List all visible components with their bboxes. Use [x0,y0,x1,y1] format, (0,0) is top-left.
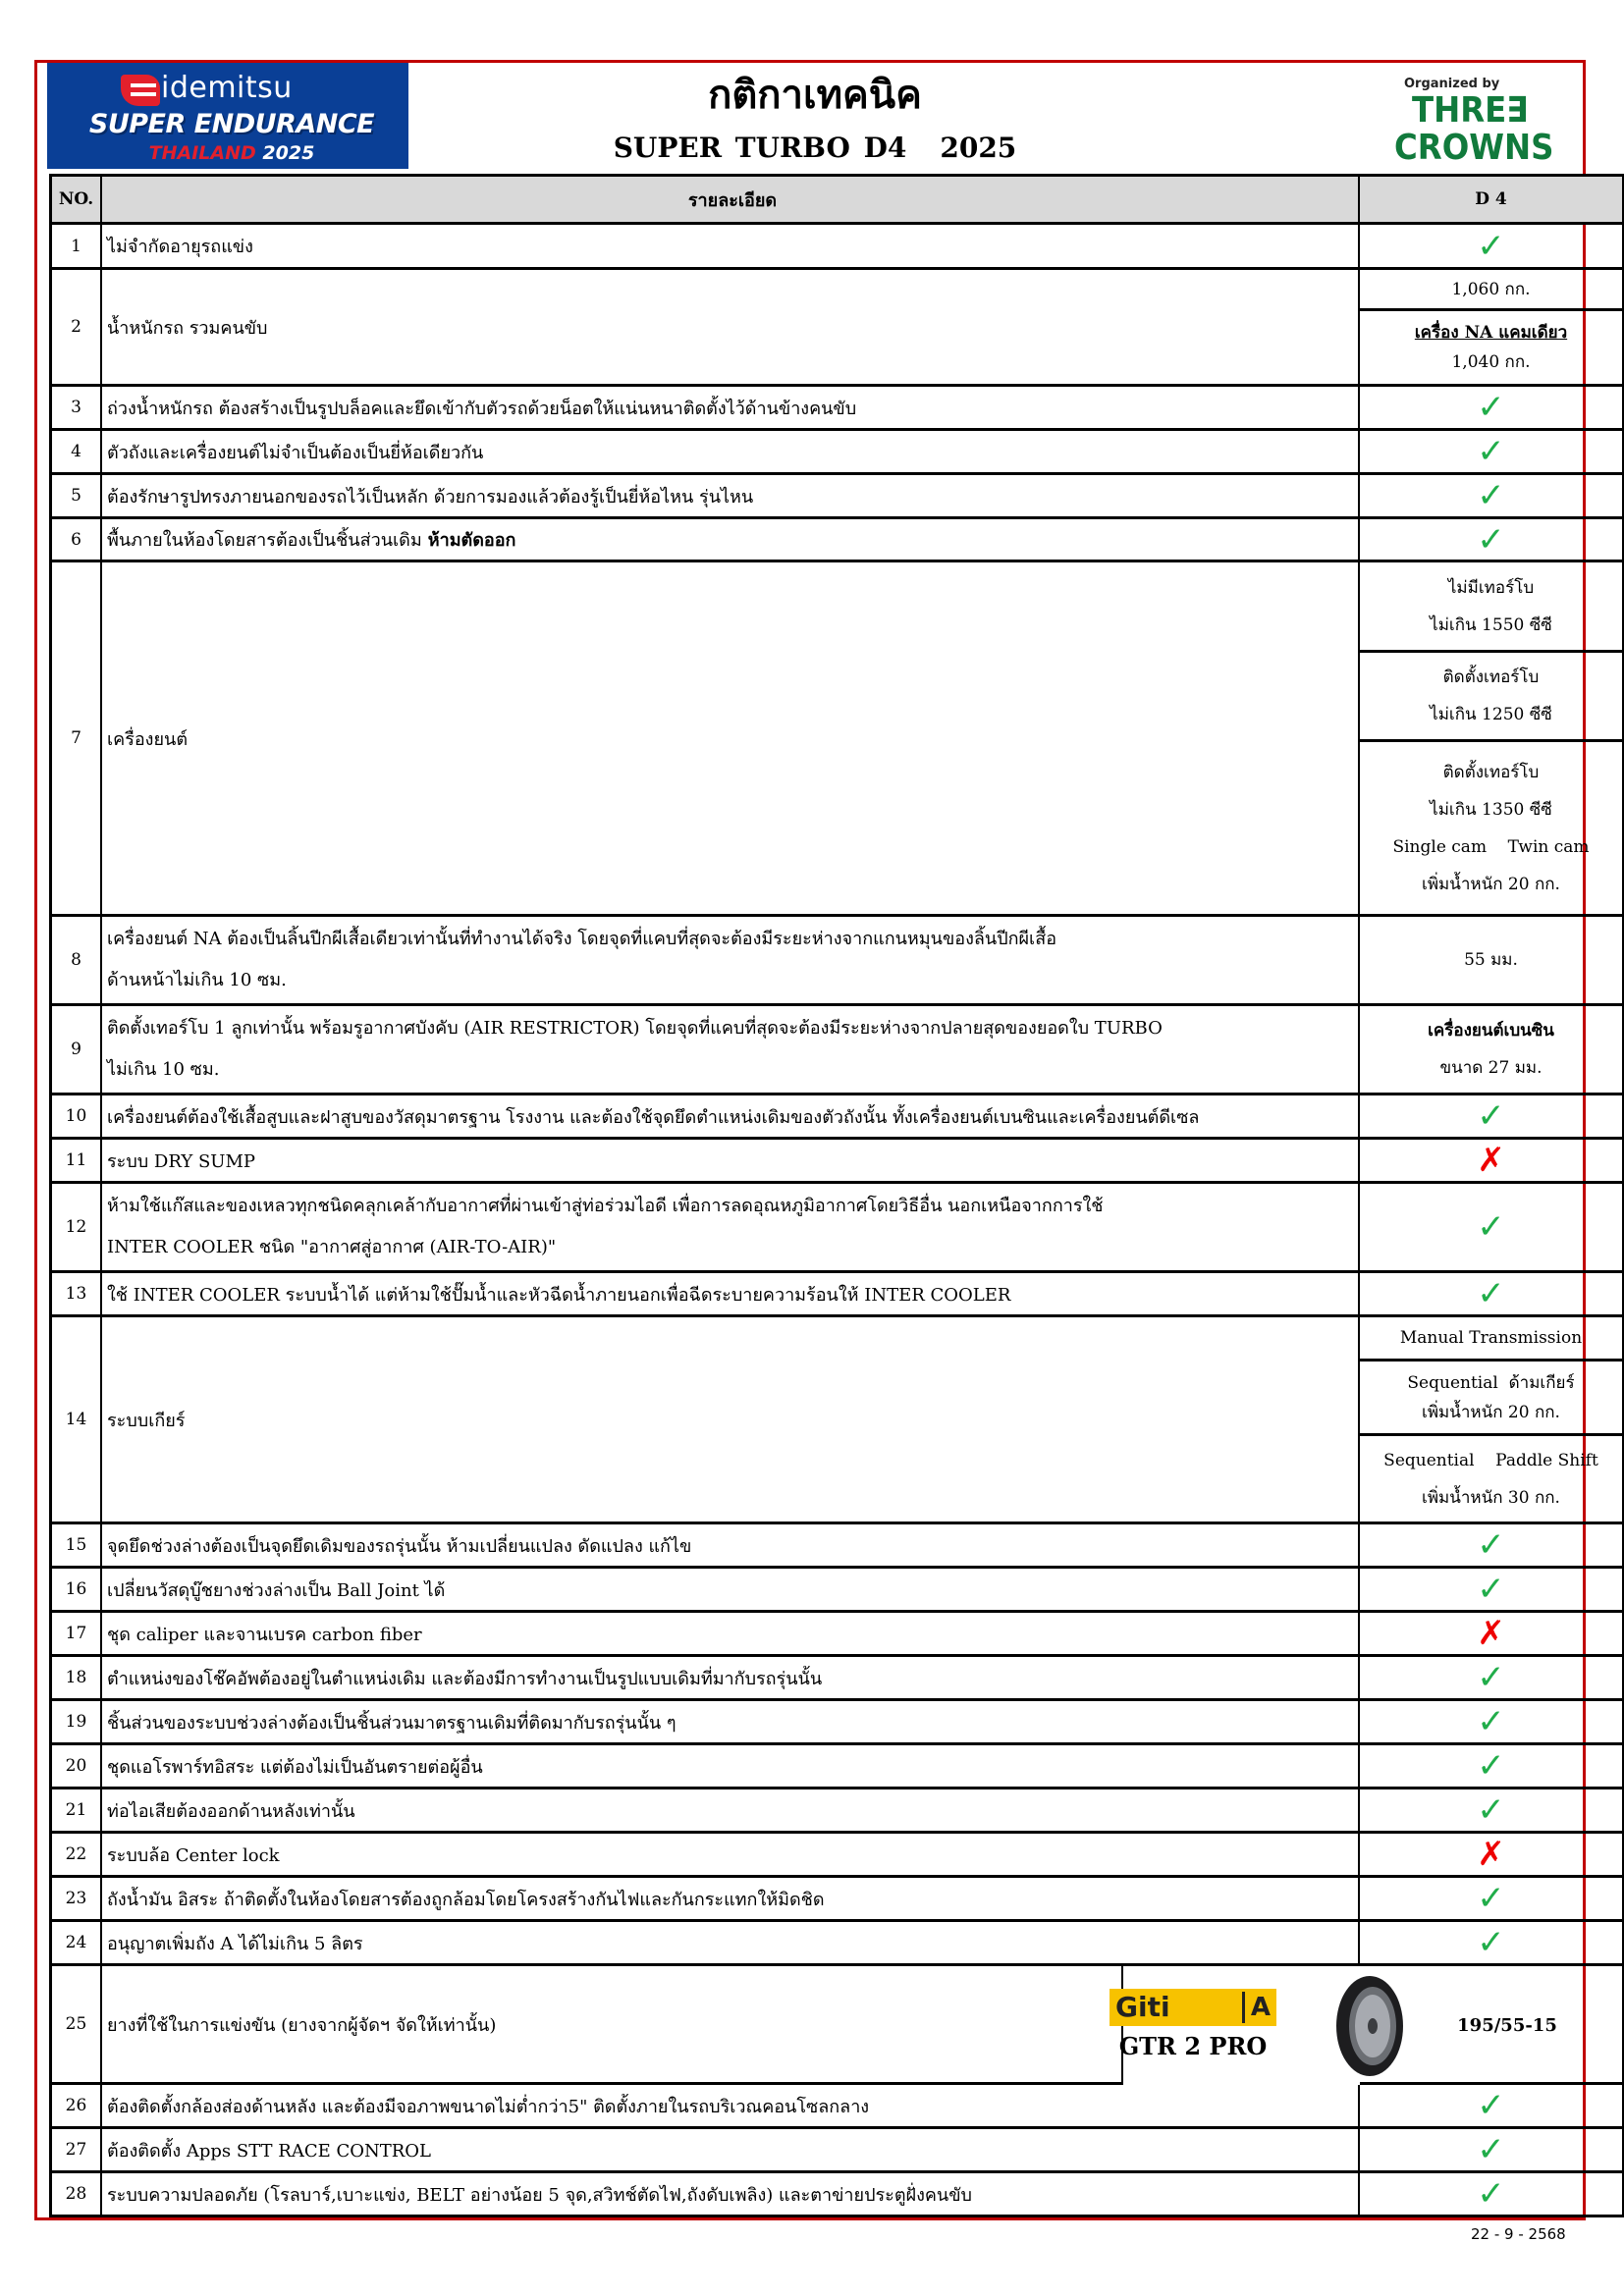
row-number [49,2085,102,2129]
row-number-label: 21 [65,1800,87,1820]
row-value [1360,1569,1624,1613]
document-date: 22 - 9 - 2568 [1471,2225,1566,2243]
check-mark-icon: ✓ [1477,226,1505,266]
row-number-label: 9 [71,1040,81,1059]
row-number [49,431,102,475]
row-detail-line: ไม่เกิน 10 ซม. [107,1059,220,1080]
row-detail-emphasis: ห้ามตัดออก [427,530,516,551]
row-value [1360,2129,1624,2173]
organized-by-label: Organized by [1404,77,1500,91]
row-detail-text: ชิ้นส่วนของระบบช่วงล่างต้องเป็นชิ้นส่วนมาตรฐานเดิมที่ติดมากับรถรุ่นนั้น ๆ [107,1712,677,1734]
row-number [49,1834,102,1878]
row-detail-line: ติดตั้งเทอร์โบ 1 ลูกเท่านั้น พร้อมรูอากาศบังคับ (AIR RESTRICTOR) โดยจุดที่แคบที่สุดจะต้องมีระยะห่างจากปลายสุดของยอดใบ TURBO [107,1018,1163,1039]
row-detail [102,2129,1360,2173]
row-detail [102,1569,1360,1613]
row-detail-text: ถังน้ำมัน อิสระ ถ้าติดตั้งในห้องโดยสารต้องถูกล้อมโดยโครงสร้างกันไฟและกันกระแทกให้มิดชิด [107,1889,825,1910]
row-detail-text: เครื่องยนต์ต้องใช้เสื้อสูบและฝาสูบของวัสดุมาตรฐาน โรงงาน และต้องใช้จุดยึดตำแหน่งเดิมของตัวถังนั้น ทั้งเครื่องยนต์เบนซินและเครื่องยนต์ดีเซล [107,1106,1200,1128]
row-detail [102,1922,1360,1966]
row-value [1360,225,1624,270]
three-crowns-logo [1394,77,1581,167]
column-header-detail-label: รายละเอียด [687,189,778,211]
row-detail [102,1657,1360,1701]
row-value-line: เพิ่มน้ำหนัก 20 กก. [1422,1402,1560,1422]
row-detail [102,225,1360,270]
row-detail [102,1745,1360,1789]
tyre-size: 195/55-15 [1457,2015,1557,2036]
row-detail [102,1789,1360,1834]
logo-brand: idemitsu [161,71,293,105]
row-detail [102,1613,1360,1657]
row-number-label: 5 [71,486,81,506]
row-value-line: 1,060 กก. [1451,279,1531,299]
cross-mark-icon: ✗ [1477,1835,1505,1874]
row-detail-text: อนุญาตเพิ่มถัง A ได้ไม่เกิน 5 ลิตร [107,1933,363,1954]
row-number-label: 8 [71,950,81,970]
row-value [1360,1613,1624,1657]
tyre-image [1333,1974,1406,2078]
row-detail-text: ต้องติดตั้งกล้องส่องด้านหลัง และต้องมีจอภาพขนาดไม่ต่ำกว่า5" ติดตั้งภายในรถบริเวณคอนโซลกลาง [107,2096,870,2117]
row-number-label: 1 [71,236,81,256]
row-value-sub [1360,742,1624,917]
row-number [49,1524,102,1569]
row-number-label: 20 [65,1756,87,1776]
check-mark-icon: ✓ [1477,1525,1505,1565]
row-number-label: 22 [65,1844,87,1864]
row-value [1360,2085,1624,2129]
row-value-line: ไม่เกิน 1250 ซีซี [1430,705,1552,724]
subtitle-year: 2025 [940,132,1017,164]
row-detail [102,1878,1360,1922]
row-detail-text: ใช้ INTER COOLER ระบบน้ำได้ แต่ห้ามใช้ปั๊มน้ำและหัวฉีดน้ำภายนอกเพื่อฉีดระบายความร้อนให้ INTER COOLER [107,1284,1011,1306]
logo-event: SUPER ENDURANCE [88,109,375,139]
row-detail-text: ระบบเกียร์ [107,1410,186,1431]
row-detail-text: ท่อไอเสียต้องออกด้านหลังเท่านั้น [107,1800,355,1822]
check-mark-icon: ✓ [1477,388,1505,427]
row-number-label: 10 [65,1106,87,1126]
row-number [49,270,102,387]
row-value [1360,1745,1624,1789]
row-detail-text: ยางที่ใช้ในการแข่งขัน (ยางจากผู้จัดฯ จัดให้เท่านั้น) [107,2014,497,2036]
row-value [1360,1878,1624,1922]
column-header-no-label: NO. [58,189,94,209]
row-value-sub [1360,311,1624,387]
row-detail-text: ระบบ DRY SUMP [107,1150,255,1172]
check-mark-icon: ✓ [1477,1923,1505,1962]
row-number-label: 15 [65,1535,87,1555]
giti-tyre-logo [1110,1989,1286,2061]
row-number-label: 28 [65,2184,87,2204]
check-mark-icon: ✓ [1477,476,1505,515]
row-detail [102,270,1360,387]
row-detail-text: ชุดแอโรพาร์ทอิสระ แต่ต้องไม่เป็นอันตรายต่อผู้อื่น [107,1756,483,1778]
row-detail-text: ไม่จำกัดอายุรถแข่ง [107,237,253,257]
giti-mark-icon: A [1242,1992,1271,2023]
row-value-line: ติดตั้งเทอร์โบ [1442,762,1540,782]
row-value-line: ติดตั้งเทอร์โบ [1442,667,1540,687]
row-number-label: 25 [65,2014,87,2034]
check-mark-icon: ✓ [1477,1702,1505,1741]
row-value [1360,1657,1624,1701]
row-detail [102,1095,1360,1140]
row-detail-line: ด้านหน้าไม่เกิน 10 ซม. [107,970,287,990]
check-mark-icon: ✓ [1477,1274,1505,1313]
row-detail [102,2085,1360,2129]
row-value-line: 55 มม. [1464,950,1518,970]
row-number [49,1184,102,1273]
row-number [49,1657,102,1701]
row-value-sub [1360,1362,1624,1436]
row-detail-text: ระบบความปลอดภัย (โรลบาร์,เบาะแข่ง, BELT อย่างน้อย 5 จุด,สวิทช์ตัดไฟ,ถังดับเพลิง) และตาข่ายประตูฝั่งคนขับ [107,2184,972,2206]
row-number-label: 18 [65,1668,87,1687]
row-value-line: เครื่องยนต์เบนซิน [1428,1021,1554,1041]
idemitsu-flag-icon [121,75,160,106]
row-number-label: 6 [71,529,81,550]
row-value-sub [1360,562,1624,653]
check-mark-icon: ✓ [1477,432,1505,471]
row-number [49,1273,102,1317]
row-value [1360,431,1624,475]
row-detail-text: ต้องติดตั้ง Apps STT RACE CONTROL [107,2140,432,2162]
row-detail-text: ตัวถังและเครื่องยนต์ไม่จำเป็นต้องเป็นยี่ห้อเดียวกัน [107,442,484,463]
row-detail-text: ตำแหน่งของโช๊คอัพต้องอยู่ในตำแหน่งเดิม และต้องมีการทำงานเป็นรูปแบบเดิมที่มากับรถรุ่นนั้น [107,1668,823,1689]
row-number [49,1569,102,1613]
row-number [49,917,102,1006]
row-detail [102,917,1360,1006]
row-detail [102,475,1360,519]
check-mark-icon: ✓ [1477,1879,1505,1918]
row-number-label: 17 [65,1624,87,1643]
row-value-line: Manual Transmission [1399,1328,1583,1348]
row-number [49,2173,102,2217]
logo-line-1: THRE∃ [1412,90,1529,131]
logo-year: 2025 [262,142,315,164]
row-number-label: 7 [71,728,81,748]
row-number-label: 16 [65,1579,87,1599]
row-number [49,1966,102,2085]
row-detail [102,1966,1123,2085]
row-number-label: 4 [71,442,81,461]
row-number [49,225,102,270]
subtitle-class: SUPER TURBO D4 [613,132,907,164]
page-subtitle [550,132,1080,165]
row-number [49,1095,102,1140]
row-value [1360,917,1624,1006]
row-value [1360,1701,1624,1745]
tyre-brand: Giti [1115,1991,1170,2023]
row-value-line: Sequential ด้ามเกียร์ [1407,1372,1575,1393]
row-detail [102,1006,1360,1095]
row-number-label: 24 [65,1933,87,1952]
row-value-line: เพิ่มน้ำหนัก 20 กก. [1422,874,1560,894]
row-number-label: 26 [65,2096,87,2115]
row-value [1360,387,1624,431]
row-value-line: ขนาด 27 มม. [1439,1058,1543,1078]
row-number [49,1006,102,1095]
row-detail-text: ชุด caliper และจานเบรค carbon fiber [107,1624,422,1645]
row-value [1360,1095,1624,1140]
row-value [1360,1006,1624,1095]
row-detail-text: น้ำหนักรถ รวมคนขับ [107,317,268,339]
row-value [1360,1524,1624,1569]
tyre-model: GTR 2 PRO [1118,2032,1268,2060]
row-number [49,475,102,519]
check-mark-icon: ✓ [1477,1790,1505,1830]
row-value-line: เพิ่มน้ำหนัก 30 กก. [1422,1487,1560,1508]
row-number-label: 3 [71,398,81,417]
row-value [1360,1834,1624,1878]
row-detail [102,1273,1360,1317]
column-header-no [49,174,102,225]
column-header-class-label: D 4 [1475,189,1507,209]
row-detail [102,562,1360,917]
regulations-table [49,174,1598,2218]
cross-mark-icon: ✗ [1477,1141,1505,1180]
row-detail [102,2173,1360,2217]
row-number-label: 12 [65,1217,87,1237]
row-detail-text: ถ่วงน้ำหนักรถ ต้องสร้างเป็นรูปบล็อคและยึดเข้ากับตัวรถด้วยน็อตให้แน่นหนาติดตั้งไว้ด้านข้างคนขับ [107,398,857,419]
row-number-label: 14 [65,1410,87,1429]
row-number [49,1878,102,1922]
row-number-label: 13 [65,1284,87,1304]
row-value [1360,1922,1624,1966]
giti-badge [1110,1989,1276,2026]
row-value [1360,519,1624,562]
row-value-line: 1,040 กก. [1451,352,1531,372]
row-number [49,1613,102,1657]
row-number [49,1789,102,1834]
row-number [49,2129,102,2173]
page-title: กติกาเทคนิค [708,72,922,118]
idemitsu-super-endurance-logo [47,63,408,169]
row-number [49,1701,102,1745]
row-value-line: Single cam Twin cam [1392,836,1590,857]
logo-country: THAILAND [148,142,256,164]
row-number-label: 19 [65,1712,87,1732]
row-number [49,1317,102,1524]
row-value-line: Sequential Paddle Shift [1383,1450,1598,1470]
row-value [1360,1789,1624,1834]
tyre-hub [1368,2018,1378,2034]
row-detail-line: INTER COOLER ชนิด "อากาศสู่อากาศ (AIR-TO-AIR)" [107,1237,557,1257]
check-mark-icon: ✓ [1477,1746,1505,1786]
check-mark-icon: ✓ [1477,1096,1505,1136]
check-mark-icon: ✓ [1477,519,1505,560]
row-detail [102,1701,1360,1745]
row-value-sub [1360,653,1624,742]
row-detail-line: เครื่องยนต์ NA ต้องเป็นลิ้นปีกผีเสื้อเดียวเท่านั้นที่ทำงานได้จริง โดยจุดที่แคบที่สุดจะต้องมีระยะห่างจากแกนหมุนของลิ้นปีกผีเสื้อ [107,929,1057,949]
row-number-label: 23 [65,1889,87,1908]
column-header-class [1360,174,1624,225]
row-detail [102,1140,1360,1184]
row-value [1360,475,1624,519]
row-number [49,519,102,562]
row-value-line: ไม่เกิน 1350 ซีซี [1430,799,1552,820]
row-value-line: ไม่เกิน 1550 ซีซี [1430,614,1552,635]
row-value-line: เครื่อง NA แคมเดียว [1414,323,1568,343]
row-detail [102,387,1360,431]
cross-mark-icon: ✗ [1477,1614,1505,1653]
row-detail [102,519,1360,562]
row-detail-text: จุดยึดช่วงล่างต้องเป็นจุดยึดเดิมของรถรุ่นนั้น ห้ามเปลี่ยนแปลง ดัดแปลง แก้ไข [107,1535,692,1557]
row-detail-line: ห้ามใช้แก๊สและของเหลวทุกชนิดคลุกเคล้ากับอากาศที่ผ่านเข้าสู่ท่อร่วมไอดี เพื่อการลดอุณหภูมิอากาศโดยวิธีอื่น นอกเหนือจากการใช้ [107,1196,1104,1216]
logo-line-2: CROWNS [1394,128,1554,168]
row-number [49,387,102,431]
row-number [49,1140,102,1184]
row-detail [102,1834,1360,1878]
row-number-label: 27 [65,2140,87,2160]
row-value-sub [1360,1317,1624,1362]
row-value [1360,1273,1624,1317]
row-number-label: 11 [65,1150,87,1170]
logo-country-year [65,141,399,165]
row-detail [102,1184,1360,1273]
column-header-detail [102,174,1360,225]
row-value [1360,2173,1624,2217]
check-mark-icon: ✓ [1477,1207,1505,1247]
check-mark-icon: ✓ [1477,2130,1505,2169]
row-value [1360,1184,1624,1273]
row-detail-text: พื้นภายในห้องโดยสารต้องเป็นชิ้นส่วนเดิม [107,530,422,551]
row-number [49,1745,102,1789]
check-mark-icon: ✓ [1477,2174,1505,2214]
row-detail-text: เปลี่ยนวัสดุบู๊ชยางช่วงล่างเป็น Ball Joint ได้ [107,1579,446,1601]
check-mark-icon: ✓ [1477,1658,1505,1697]
row-number [49,562,102,917]
row-value-sub [1360,1436,1624,1524]
row-value-line: ไม่มีเทอร์โบ [1447,577,1535,598]
row-number [49,1922,102,1966]
row-number-label: 2 [71,317,81,337]
row-detail [102,1524,1360,1569]
row-detail-text: ต้องรักษารูปทรงภายนอกของรถไว้เป็นหลัก ด้วยการมองแล้วต้องรู้เป็นยี่ห้อไหน รุ่นไหน [107,486,754,507]
check-mark-icon: ✓ [1477,2086,1505,2125]
row-detail [102,431,1360,475]
row-value-sub [1360,270,1624,311]
row-detail-text: ระบบล้อ Center lock [107,1844,280,1866]
row-detail [102,1317,1360,1524]
row-detail-text: เครื่องยนต์ [107,728,189,750]
row-value [1360,1140,1624,1184]
check-mark-icon: ✓ [1477,1570,1505,1609]
